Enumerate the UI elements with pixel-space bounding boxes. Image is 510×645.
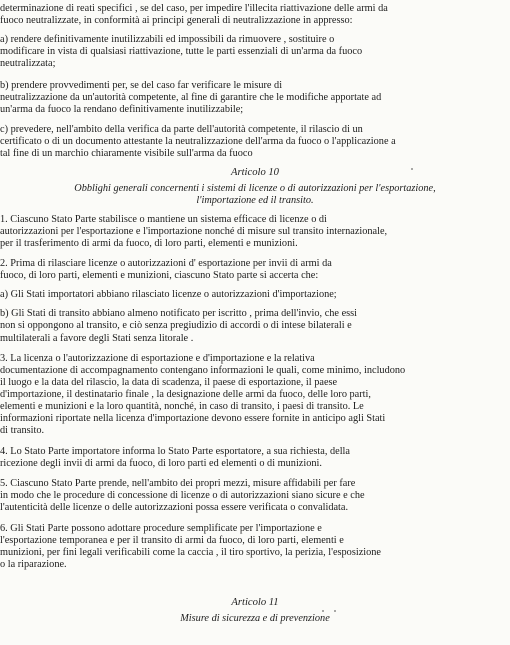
- text-line: neutralizzata;: [0, 58, 56, 69]
- text-line: per il trasferimento di armi da fuoco, di loro parti, elementi e munizioni.: [0, 238, 298, 249]
- text-line: 1. Ciascuno Stato Parte stabilisce o mantiene un sistema efficace di licenze o di: [0, 214, 327, 225]
- scan-speck: [411, 168, 413, 170]
- text-line: di transito.: [0, 425, 45, 436]
- text-line: 4. Lo Stato Parte importatore informa lo Stato Parte esportatore, a sua richiesta, della: [0, 446, 350, 457]
- text-line: informazioni riportate nella licenza d'importazione devono essere fornite in anticipo agli Stati: [0, 413, 386, 424]
- text-line: un'arma da fuoco la rendano definitivamente inutilizzabile;: [0, 104, 244, 115]
- text-line: modificare in vista di qualsiasi riattivazione, tutte le parti essenziali di un'arma da fuoco: [0, 46, 363, 57]
- scan-speck: [334, 610, 336, 612]
- text-line: tal fine di un marchio chiaramente visibile sull'arma da fuoco: [0, 148, 253, 159]
- article-10-subtitle-cont: l'importazione ed il transito.: [196, 195, 314, 206]
- text-line: il luogo e la data del rilascio, la data di scadenza, il paese di esportazione, il paese: [0, 377, 338, 388]
- text-line: d'importazione, il destinatario finale , la designazione delle armi da fuoco, delle loro parti,: [0, 389, 371, 400]
- text-line: l'esportazione temporanea e per il transito di armi da fuoco, di loro parti, elementi e: [0, 535, 344, 546]
- scan-speck: [322, 610, 324, 612]
- text-line: munizioni, per fini legali verificabili come la caccia , il tiro sportivo, la perizia, l'esposizione: [0, 547, 381, 558]
- text-line: in modo che le procedure di concessione di licenze o di autorizzazioni siano sicure e che: [0, 490, 365, 501]
- text-line: fuoco, di loro parti, elementi e munizioni, ciascuno Stato parte si accerta che:: [0, 270, 319, 281]
- text-line: 2. Prima di rilasciare licenze o autorizzazioni d' esportazione per invii di armi da: [0, 258, 332, 269]
- text-line: a) rendere definitivamente inutilizzabili ed impossibili da rimuovere , sostituire o: [0, 34, 335, 45]
- text-line: autorizzazioni per l'esportazione e l'importazione nonché di misure sul transito internazionale,: [0, 226, 388, 237]
- text-line: b) Gli Stati di transito abbiano almeno notificato per iscritto , prima dell'invio, che essi: [0, 308, 358, 319]
- text-line: 6. Gli Stati Parte possono adottare procedure semplificate per l'importazione e: [0, 523, 322, 534]
- article-11-heading: Articolo 11: [231, 597, 279, 608]
- text-line: fuoco neutralizzate, in conformità ai principi generali di neutralizzazione in appresso:: [0, 15, 353, 26]
- text-line: multilaterali a favore degli Stati senza litorale .: [0, 333, 194, 344]
- text-line: b) prendere provvedimenti per, se del caso far verificare le misure di: [0, 80, 283, 91]
- text-line: determinazione di reati specifici , se del caso, per impedire l'illecita riattivazione delle armi da: [0, 3, 388, 14]
- text-line: a) Gli Stati importatori abbiano rilasciato licenze o autorizzazioni d'importazione;: [0, 289, 337, 300]
- text-line: documentazione di accompagnamento contengano informazioni le quali, come minimo, includono: [0, 365, 406, 376]
- text-line: c) prevedere, nell'ambito della verifica da parte dell'autorità competente, il rilascio di un: [0, 124, 363, 135]
- text-line: o la riparazione.: [0, 559, 67, 570]
- text-line: l'autenticità delle licenze o delle autorizzazioni possa essere verificata o convalidata.: [0, 502, 349, 513]
- article-10-heading: Articolo 10: [231, 167, 279, 178]
- text-line: certificato o di un documento attestante la neutralizzazione dell'arma da fuoco o l'applicazione a: [0, 136, 396, 147]
- text-line: ricezione degli invii di armi da fuoco, di loro parti ed elementi o di munizioni.: [0, 458, 322, 469]
- text-line: elementi e munizioni e la loro quantità, nonché, in caso di transito, i paesi di transito. Le: [0, 401, 364, 412]
- article-11-subtitle: Misure di sicurezza e di prevenzione: [180, 613, 330, 624]
- text-line: 5. Ciascuno Stato Parte prende, nell'ambito dei propri mezzi, misure affidabili per fare: [0, 478, 356, 489]
- text-line: 3. La licenza o l'autorizzazione di esportazione e d'importazione e la relativa: [0, 353, 315, 364]
- article-10-subtitle: Obblighi generali concernenti i sistemi di licenze o di autorizzazioni per l'esportazione,: [74, 183, 436, 194]
- text-line: neutralizzazione da un'autorità competente, al fine di garantire che le modifiche apportate ad: [0, 92, 382, 103]
- text-line: non si oppongono al transito, e ciò senza pregiudizio di accordi o di intese bilaterali e: [0, 320, 352, 331]
